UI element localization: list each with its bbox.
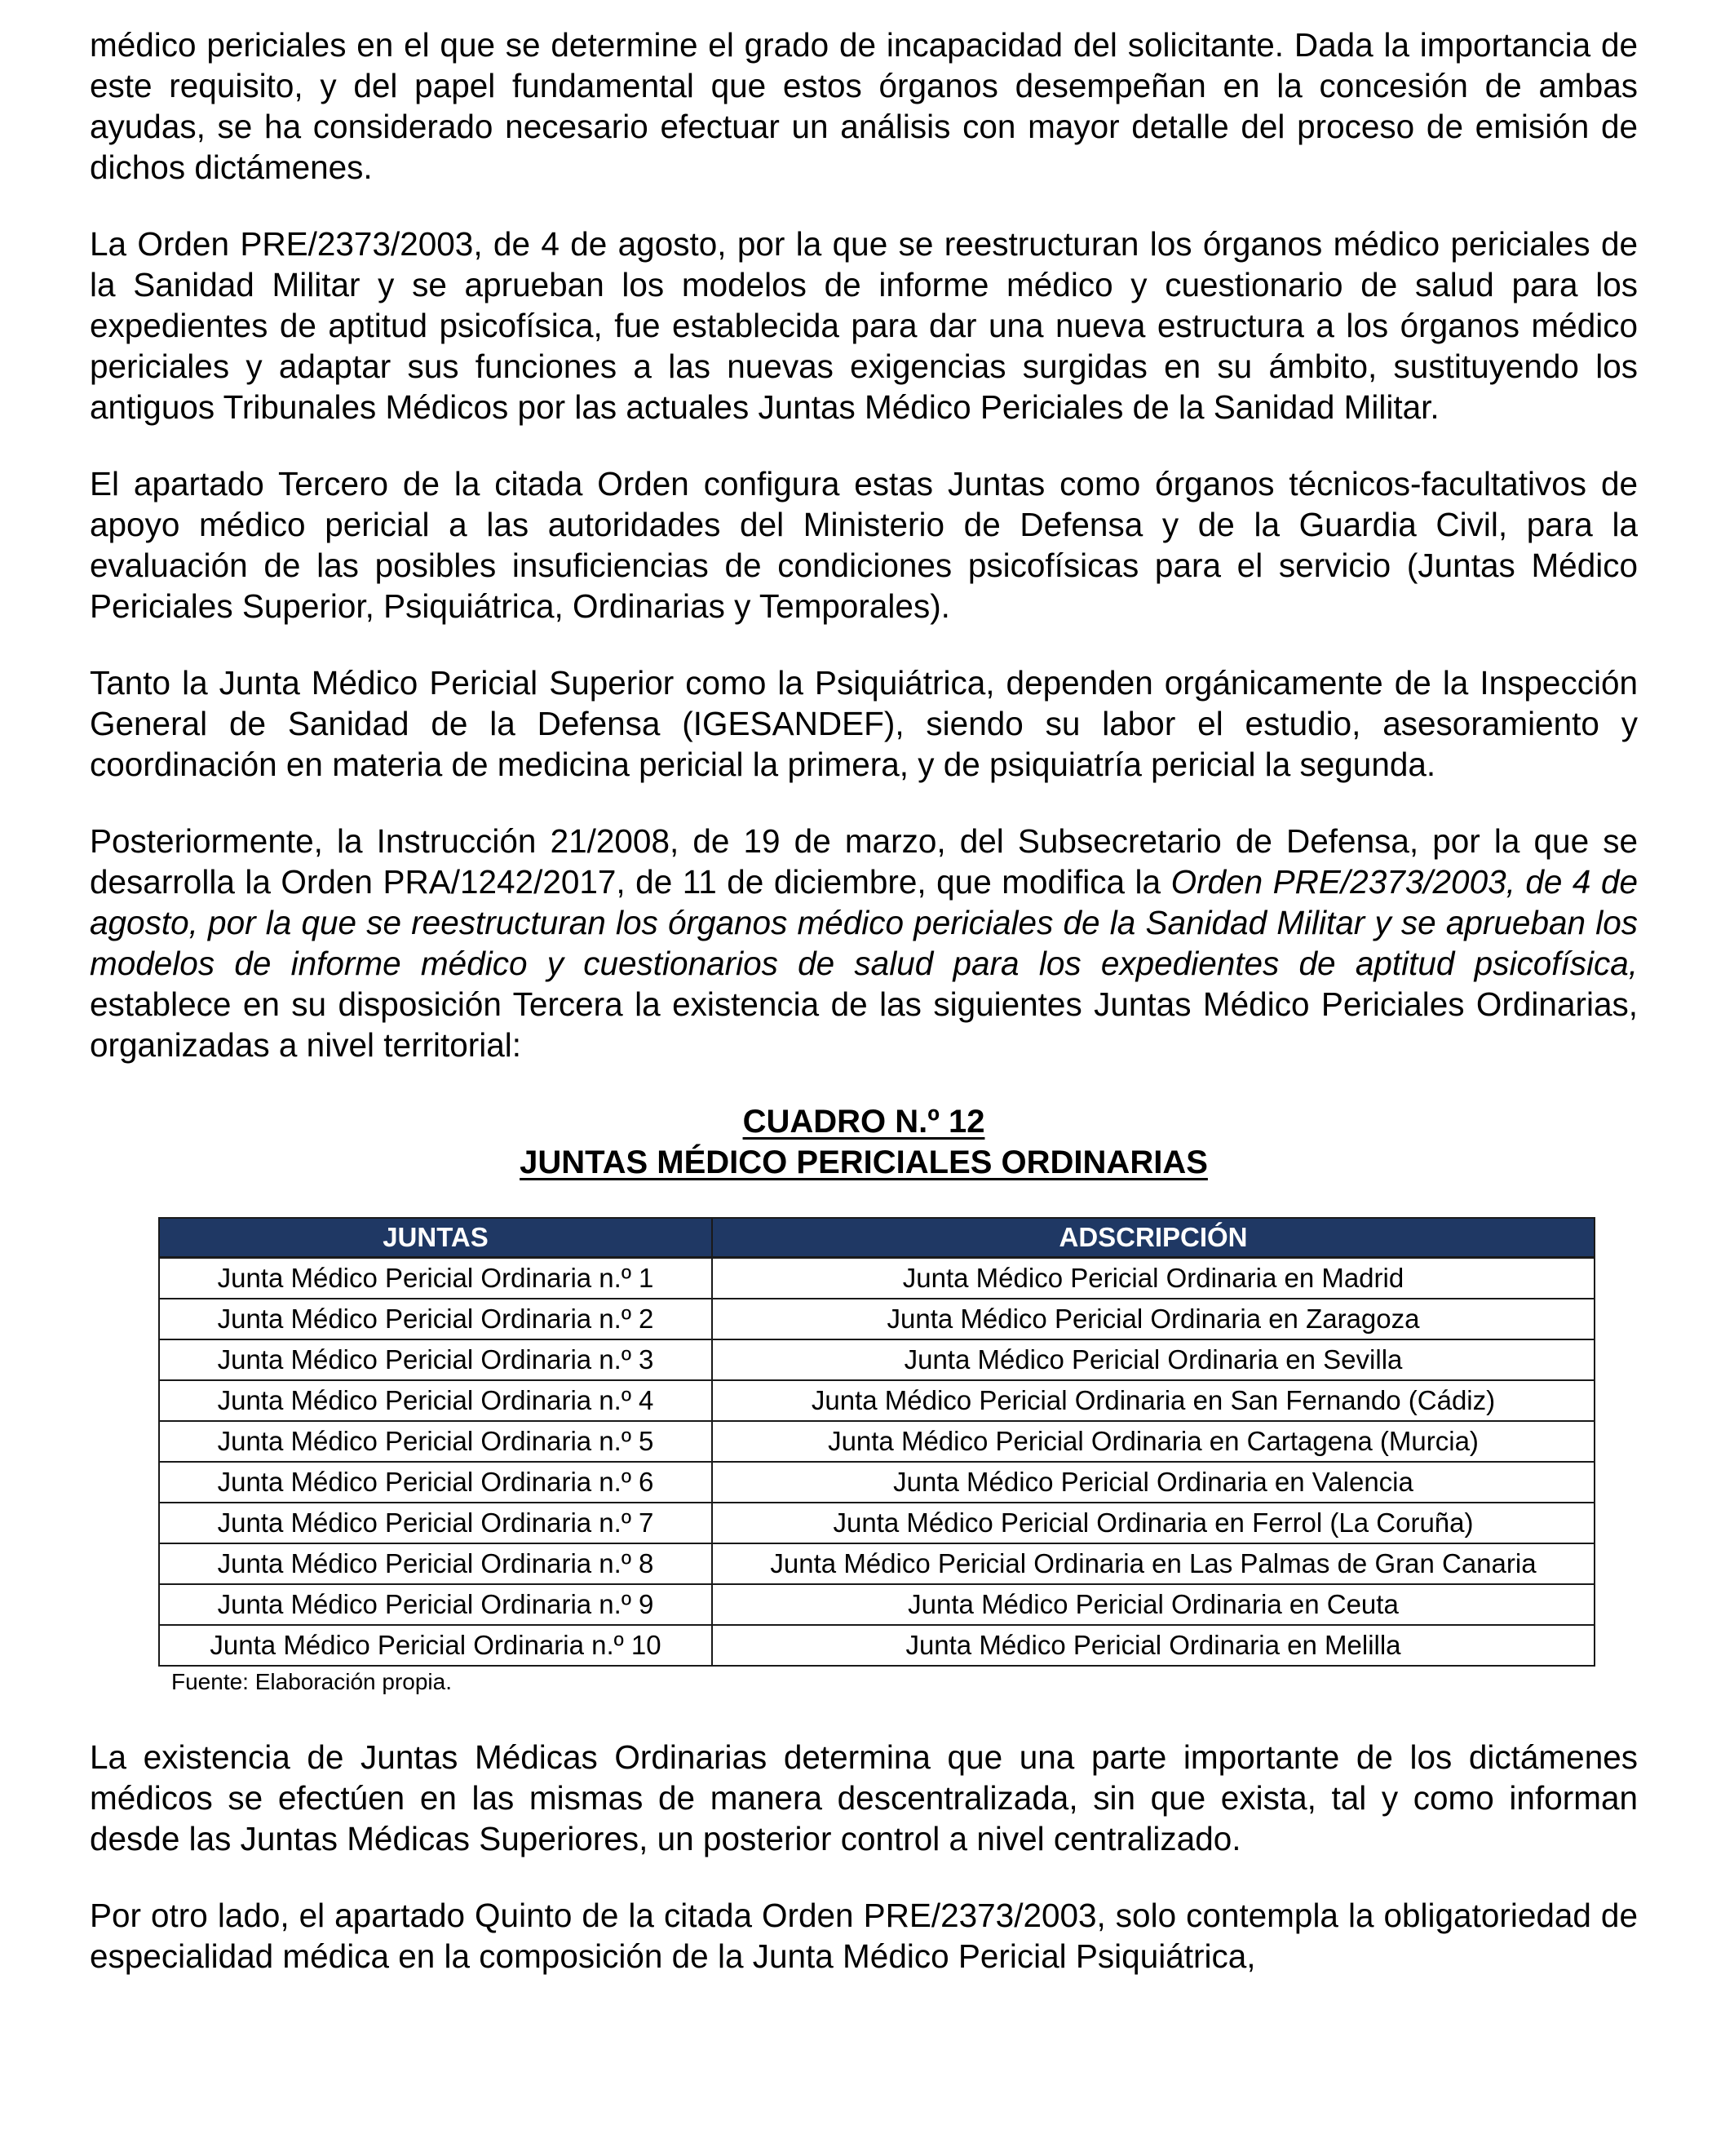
cuadro-title-text: JUNTAS MÉDICO PERICIALES ORDINARIAS	[520, 1144, 1208, 1180]
cell-junta: Junta Médico Pericial Ordinaria n.º 8	[159, 1543, 712, 1584]
cuadro-number-text: CUADRO N.º 12	[742, 1104, 985, 1140]
table-row	[159, 1299, 1595, 1339]
header-adscripcion: ADSCRIPCIÓN	[712, 1218, 1595, 1258]
table-row	[159, 1462, 1595, 1503]
paragraph-5-italic: Orden PRE/2373/2003, de 4 de agosto, por la que se reestructuran los órganos médico periciales de la Sanidad Militar y se aprueban los modelos de informe médico y cuestionarios de salud para los expedientes de aptitud psicofísica,	[90, 863, 1639, 982]
table-row	[159, 1258, 1595, 1299]
cell-junta: Junta Médico Pericial Ordinaria n.º 6	[159, 1462, 712, 1503]
table-source-note: Fuente: Elaboración propia.	[171, 1669, 452, 1694]
table-row	[159, 1421, 1595, 1462]
paragraph-5-start: Posteriormente, la Instrucción 21/2008, de 19 de marzo, del Subsecretario de Defensa, por la que se desarrolla la Orden PRA/1242/2017, de 11 de diciembre, que modifica la	[90, 822, 1638, 901]
cell-adscripcion: Junta Médico Pericial Ordinaria en San Fernando (Cádiz)	[712, 1380, 1595, 1421]
paragraph-2: La Orden PRE/2373/2003, de 4 de agosto, por la que se reestructuran los órganos médico periciales de la Sanidad Militar y se aprueban los modelos de informe médico y cuestionario de salud para los expedientes de aptitud psicofísica, fue establecida para dar una nueva estructura a los órganos médico periciales y adaptar sus funciones a las nuevas exigencias surgidas en su ámbito, sustituyendo los antiguos Tribunales Médicos por las actuales Juntas Médico Periciales de la Sanidad Militar.	[90, 225, 1638, 426]
table-row	[159, 1503, 1595, 1543]
cell-junta: Junta Médico Pericial Ordinaria n.º 1	[159, 1258, 712, 1299]
paragraph-6: La existencia de Juntas Médicas Ordinarias determina que una parte importante de los dictámenes médicos se efectúen en las mismas de manera descentralizada, sin que exista, tal y como informan desde las Juntas Médicas Superiores, un posterior control a nivel centralizado.	[90, 1738, 1638, 1857]
cell-adscripcion: Junta Médico Pericial Ordinaria en Cartagena (Murcia)	[712, 1421, 1595, 1462]
paragraph-4: Tanto la Junta Médico Pericial Superior como la Psiquiátrica, dependen orgánicamente de la Inspección General de Sanidad de la Defensa (IGESANDEF), siendo su labor el estudio, asesoramiento y coordinación en materia de medicina pericial la primera, y de psiquiatría pericial la segunda.	[90, 664, 1638, 783]
table-header-row	[159, 1218, 1595, 1258]
cell-adscripcion: Junta Médico Pericial Ordinaria en Melilla	[712, 1625, 1595, 1666]
cuadro-title	[90, 1142, 1638, 1183]
cell-adscripcion: Junta Médico Pericial Ordinaria en Sevilla	[712, 1339, 1595, 1380]
table-row	[159, 1584, 1595, 1625]
paragraph-5	[90, 821, 1638, 1065]
paragraph-1: médico periciales en el que se determine el grado de incapacidad del solicitante. Dada la importancia de este requisito, y del papel fundamental que estos órganos desempeñan en la concesión de ambas ayudas, se ha considerado necesario efectuar un análisis con mayor detalle del proceso de emisión de dichos dictámenes.	[90, 26, 1638, 186]
cell-adscripcion: Junta Médico Pericial Ordinaria en Valencia	[712, 1462, 1595, 1503]
cell-adscripcion: Junta Médico Pericial Ordinaria en Ferrol (La Coruña)	[712, 1503, 1595, 1543]
table-row	[159, 1543, 1595, 1584]
cell-adscripcion: Junta Médico Pericial Ordinaria en Ceuta	[712, 1584, 1595, 1625]
after-table-section	[90, 1737, 1638, 1977]
paragraph-7: Por otro lado, el apartado Quinto de la citada Orden PRE/2373/2003, solo contempla la obligatoriedad de especialidad médica en la composición de la Junta Médico Pericial Psiquiátrica,	[90, 1897, 1638, 1975]
document-page	[90, 24, 1638, 2012]
cuadro-block	[90, 1101, 1638, 1696]
cell-junta: Junta Médico Pericial Ordinaria n.º 5	[159, 1421, 712, 1462]
paragraph-5-end: establece en su disposición Tercera la existencia de las siguientes Juntas Médico Periciales Ordinarias, organizadas a nivel territorial:	[90, 985, 1638, 1064]
juntas-table	[158, 1217, 1595, 1667]
cell-adscripcion: Junta Médico Pericial Ordinaria en Zaragoza	[712, 1299, 1595, 1339]
table-row	[159, 1380, 1595, 1421]
cell-junta: Junta Médico Pericial Ordinaria n.º 4	[159, 1380, 712, 1421]
cell-junta: Junta Médico Pericial Ordinaria n.º 7	[159, 1503, 712, 1543]
table-row	[159, 1339, 1595, 1380]
cell-adscripcion: Junta Médico Pericial Ordinaria en Madrid	[712, 1258, 1595, 1299]
table-row	[159, 1625, 1595, 1666]
cell-adscripcion: Junta Médico Pericial Ordinaria en Las Palmas de Gran Canaria	[712, 1543, 1595, 1584]
header-juntas: JUNTAS	[159, 1218, 712, 1258]
cell-junta: Junta Médico Pericial Ordinaria n.º 9	[159, 1584, 712, 1625]
cell-junta: Junta Médico Pericial Ordinaria n.º 2	[159, 1299, 712, 1339]
cell-junta: Junta Médico Pericial Ordinaria n.º 3	[159, 1339, 712, 1380]
cell-junta: Junta Médico Pericial Ordinaria n.º 10	[159, 1625, 712, 1666]
cuadro-number	[90, 1101, 1638, 1142]
paragraph-3: El apartado Tercero de la citada Orden configura estas Juntas como órganos técnicos-facultativos de apoyo médico pericial a las autoridades del Ministerio de Defensa y de la Guardia Civil, para la evaluación de las posibles insuficiencias de condiciones psicofísicas para el servicio (Juntas Médico Periciales Superior, Psiquiátrica, Ordinarias y Temporales).	[90, 465, 1638, 625]
